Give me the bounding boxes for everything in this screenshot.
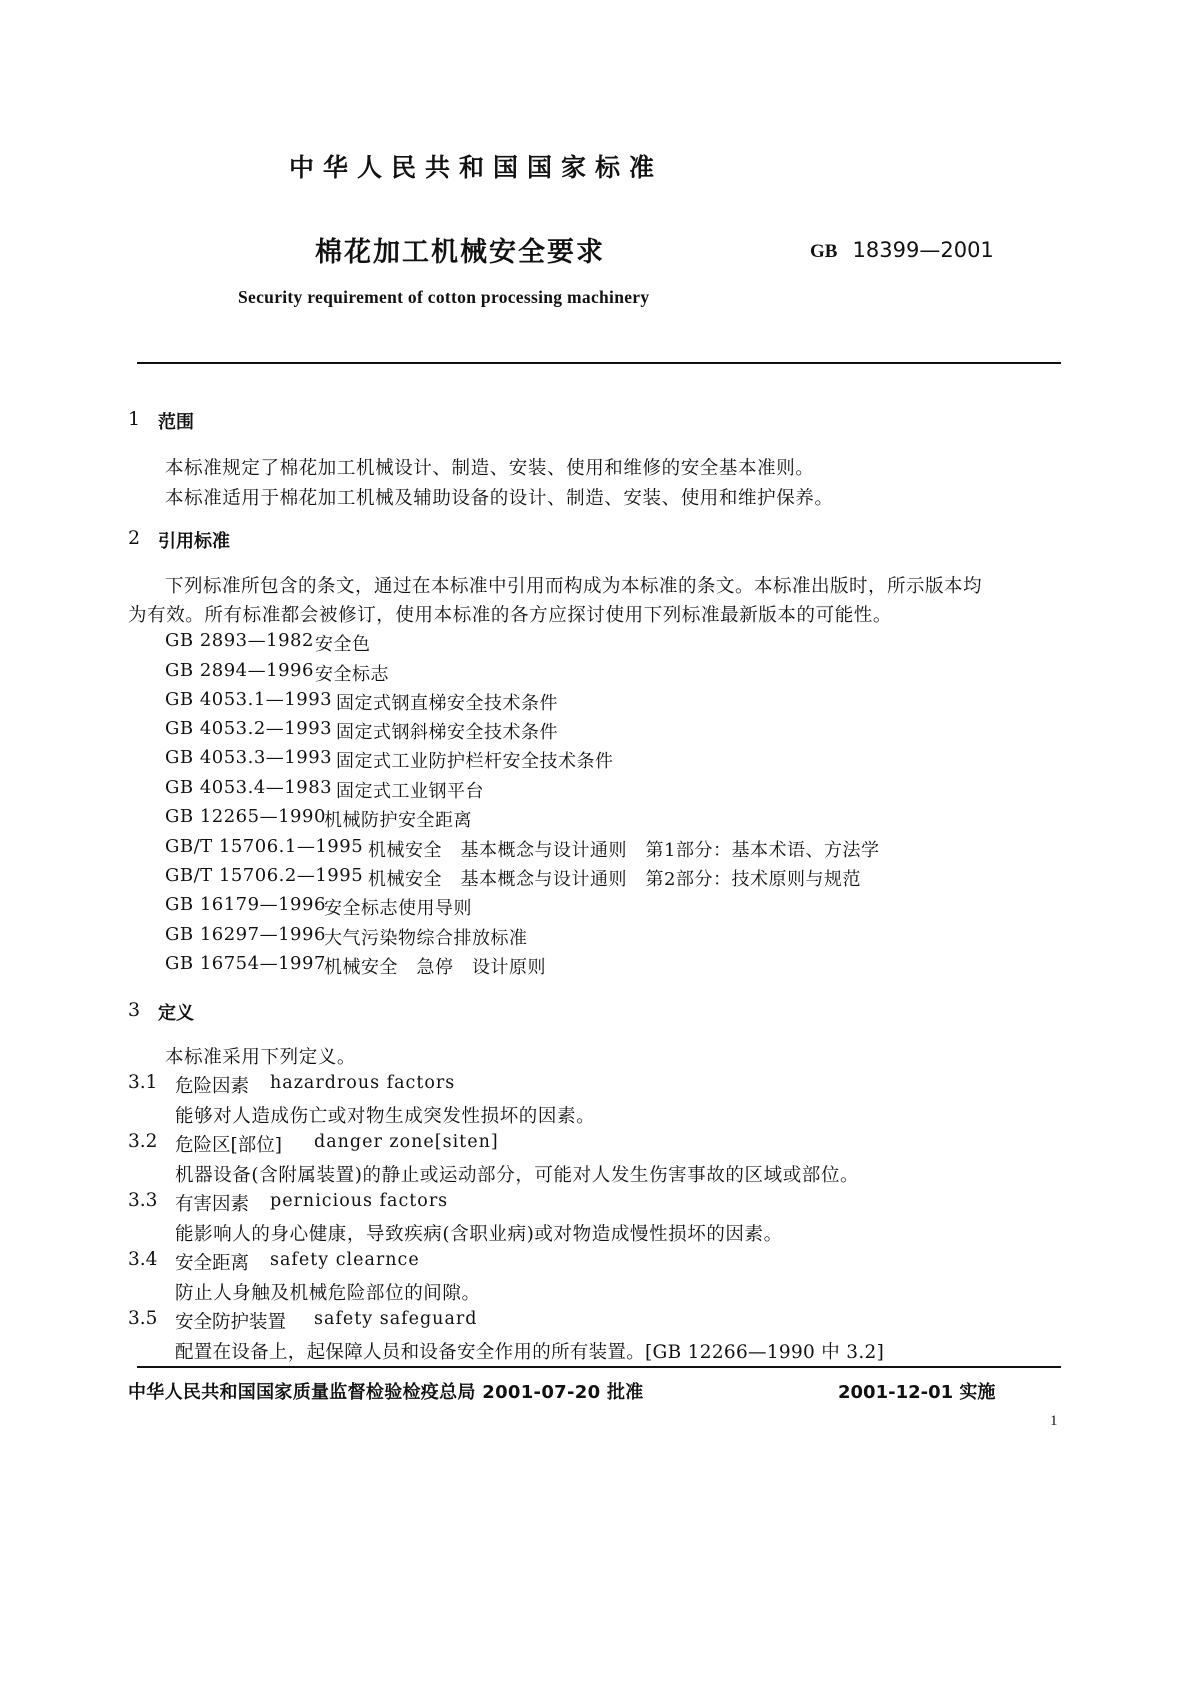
reference-code: GB 2893—1982 <box>165 630 314 651</box>
footer-divider <box>137 1366 1061 1368</box>
references-intro-line-2: 为有效。所有标准都会被修订，使用本标准的各方应探讨使用下列标准最新版本的可能性。 <box>128 605 893 626</box>
reference-title: 安全标志使用导则 <box>324 898 472 919</box>
header-divider <box>137 362 1061 364</box>
section-number: 1 <box>128 408 141 430</box>
reference-code: GB 4053.3—1993 <box>165 747 333 768</box>
definition-term-cn: 危险区[部位] <box>175 1135 282 1156</box>
reference-code: GB/T 15706.2—1995 <box>165 865 364 886</box>
reference-code: GB 4053.2—1993 <box>165 718 333 739</box>
definition-text: 能影响人的身心健康，导致疾病(含职业病)或对物造成慢性损坏的因素。 <box>175 1224 783 1245</box>
definition-term-en: pernicious factors <box>270 1191 449 1211</box>
definition-text: 配置在设备上，起保障人员和设备安全作用的所有装置。[GB 12266—1990 中 3.2] <box>175 1342 885 1363</box>
definition-text: 机器设备(含附属装置)的静止或运动部分，可能对人发生伤害事故的区域或部位。 <box>175 1165 860 1186</box>
page-number: 1 <box>1050 1413 1058 1429</box>
definition-text: 能够对人造成伤亡或对物生成突发性损坏的因素。 <box>175 1106 596 1127</box>
definition-text: 防止人身触及机械危险部位的间隙。 <box>175 1283 481 1304</box>
reference-code: GB 16754—1997 <box>165 953 326 974</box>
reference-code: GB 12265—1990 <box>165 806 326 827</box>
reference-code: GB 16179—1996 <box>165 894 326 915</box>
reference-title: 机械安全 急停 设计原则 <box>324 957 546 978</box>
scope-paragraph-2: 本标准适用于棉花加工机械及辅助设备的设计、制造、安装、使用和维护保养。 <box>165 488 834 509</box>
definition-number: 3.3 <box>128 1190 158 1211</box>
reference-code: GB 4053.4—1983 <box>165 777 333 798</box>
reference-title: 大气污染物综合排放标准 <box>324 928 528 949</box>
definition-number: 3.2 <box>128 1131 158 1152</box>
reference-code: GB/T 15706.1—1995 <box>165 836 364 857</box>
reference-title: 固定式钢直梯安全技术条件 <box>336 693 558 714</box>
approval-line: 中华人民共和国国家质量监督检验检疫总局 2001-07-20 批准 <box>128 1382 644 1403</box>
definition-number: 3.4 <box>128 1249 158 1270</box>
definitions-intro: 本标准采用下列定义。 <box>165 1047 357 1068</box>
reference-title: 机械安全 基本概念与设计通则 第1部分：基本术语、方法学 <box>368 840 880 861</box>
reference-code: GB 2894—1996 <box>165 660 314 681</box>
section-number: 2 <box>128 527 141 549</box>
definition-number: 3.1 <box>128 1072 158 1093</box>
reference-title: 机械防护安全距离 <box>324 810 472 831</box>
reference-title: 机械安全 基本概念与设计通则 第2部分：技术原则与规范 <box>368 869 861 890</box>
standard-code-prefix: GB <box>810 241 838 262</box>
reference-code: GB 16297—1996 <box>165 924 326 945</box>
section-title-scope: 范围 <box>158 412 194 433</box>
section-number: 3 <box>128 999 141 1021</box>
implementation-date: 2001-12-01 实施 <box>838 1382 996 1403</box>
standard-code-number: 18399—2001 <box>852 238 994 262</box>
definition-term-en: danger zone[siten] <box>314 1132 499 1152</box>
references-intro-line-1: 下列标准所包含的条文，通过在本标准中引用而构成为本标准的条文。本标准出版时，所示版本均 <box>165 576 983 597</box>
document-title-cn: 棉花加工机械安全要求 <box>315 237 605 268</box>
standard-code <box>810 238 994 263</box>
definition-term-en: safety clearnce <box>270 1250 420 1270</box>
definition-term-cn: 安全防护装置 <box>175 1312 287 1333</box>
reference-title: 固定式工业防护栏杆安全技术条件 <box>336 751 614 772</box>
reference-code: GB 4053.1—1993 <box>165 689 333 710</box>
definition-term-cn: 危险因素 <box>175 1076 250 1097</box>
reference-title: 安全色 <box>315 634 371 655</box>
national-standard-heading: 中华人民共和国国家标准 <box>289 153 664 182</box>
section-title-definitions: 定义 <box>158 1003 194 1024</box>
definition-term-en: safety safeguard <box>314 1309 478 1329</box>
scope-paragraph-1: 本标准规定了棉花加工机械设计、制造、安装、使用和维修的安全基本准则。 <box>165 458 815 479</box>
definition-term-en: hazardrous factors <box>270 1073 456 1093</box>
section-title-references: 引用标准 <box>158 531 230 552</box>
definition-number: 3.5 <box>128 1308 158 1329</box>
definition-term-cn: 有害因素 <box>175 1194 250 1215</box>
reference-title: 固定式工业钢平台 <box>336 781 484 802</box>
definition-term-cn: 安全距离 <box>175 1253 250 1274</box>
reference-title: 安全标志 <box>315 664 389 685</box>
document-title-en: Security requirement of cotton processing machinery <box>238 287 650 307</box>
reference-title: 固定式钢斜梯安全技术条件 <box>336 722 558 743</box>
